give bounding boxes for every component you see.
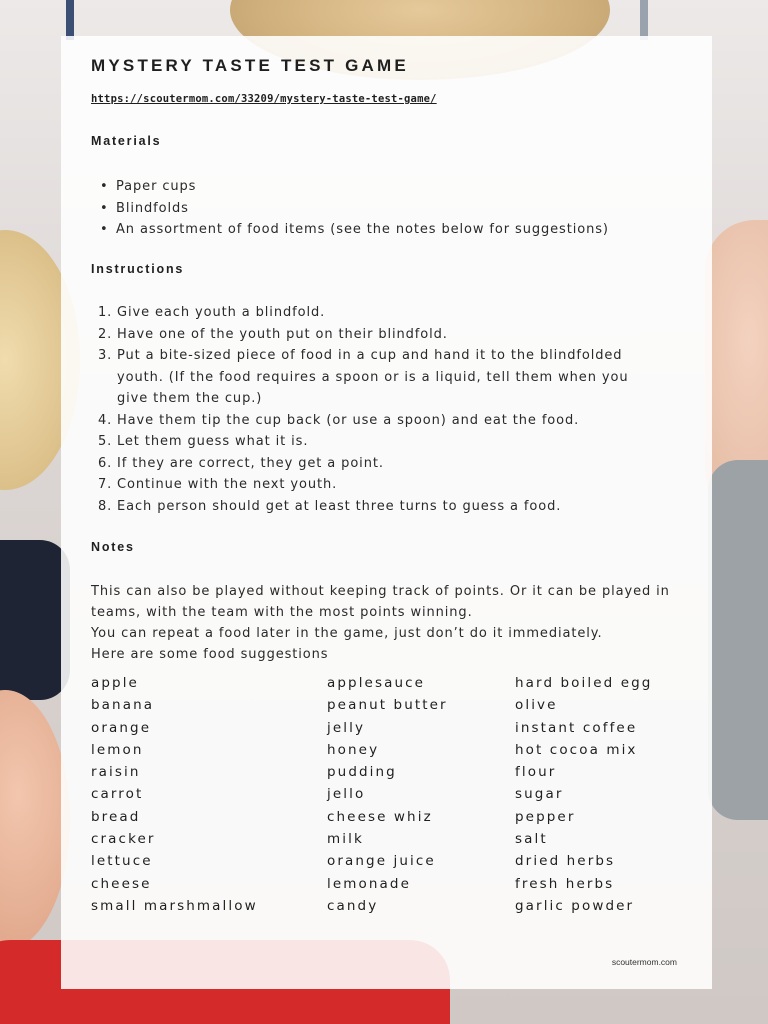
food-item: applesauce [327,675,426,691]
food-item: flour [515,764,557,781]
instruction-step [91,496,651,518]
food-item: small marshmallow [91,897,258,914]
food-item: bread [91,808,141,825]
background-sleeve [708,460,768,820]
step-number: 2. [98,326,113,342]
food-list-column-2 [327,672,448,917]
food-item: garlic powder [515,897,635,914]
food-list-column-3 [515,672,652,917]
food-item: raisin [91,764,141,781]
food-item: salt [515,831,548,848]
instructions-heading: Instructions [91,262,185,276]
food-item: carrot [91,786,144,803]
instruction-step [91,431,651,453]
food-item: jello [327,786,366,803]
materials-heading: Materials [91,134,162,148]
food-item: orange juice [327,853,436,870]
step-text: Have them tip the cup back (or use a spoon) and eat the food. [117,412,580,428]
food-item: apple [91,675,139,691]
step-number: 6. [98,455,113,471]
instruction-step [91,302,651,324]
step-text: Continue with the next youth. [117,477,338,492]
food-item: cracker [91,831,156,848]
notes-paragraph: This can also be played without keeping track of points. Or it can be played in teams, with the team with the most points winning. [91,584,670,620]
food-item: peanut butter [327,697,448,714]
food-item: honey [327,741,380,758]
instruction-step [91,345,651,410]
food-item: hot cocoa mix [515,741,638,758]
page-title: MYSTERY TASTE TEST GAME [91,56,409,75]
step-number: 3. [98,348,113,363]
step-number: 4. [98,412,113,428]
food-item: lemon [91,741,144,758]
food-item: orange [91,719,152,736]
materials-item: • Blindfolds [91,198,691,220]
step-number: 5. [98,434,113,449]
step-text: Each person should get at least three turns to guess a food. [117,498,562,514]
instruction-step [91,324,651,346]
recipe-card [61,36,712,989]
food-item: instant coffee [515,719,638,736]
food-item: cheese [91,875,152,892]
food-item: jelly [327,719,366,736]
source-link[interactable]: https://scoutermom.com/33209/mystery-taste-test-game/ [91,93,437,105]
step-number: 7. [98,477,113,492]
food-item: pudding [327,764,397,781]
food-item: olive [515,697,558,714]
step-number: 1. [98,305,113,320]
materials-item: • An assortment of food items (see the notes below for suggestions) [91,219,691,241]
step-number: 8. [98,498,113,514]
instructions-list [91,302,651,517]
food-item: lemonade [327,875,411,892]
background-frame-left [66,0,74,40]
food-item: fresh herbs [515,875,615,892]
instruction-step [91,474,651,496]
food-item: sugar [515,786,564,803]
instruction-step [91,410,651,432]
food-item: lettuce [91,853,153,870]
step-text: Put a bite-sized piece of food in a cup and hand it to the blindfolded youth. (If the food requires a spoon or is a liquid, tell them when you give them the cup.) [117,348,629,406]
instruction-step [91,453,651,475]
step-text: If they are correct, they get a point. [117,455,384,471]
footer-site-name: scoutermom.com [611,957,677,967]
food-item: banana [91,697,155,714]
food-item: cheese whiz [327,808,433,825]
food-item: milk [327,831,364,848]
step-text: Give each youth a blindfold. [117,305,326,320]
food-item: dried herbs [515,853,616,870]
step-text: Let them guess what it is. [117,434,309,449]
food-item: hard boiled egg [515,675,653,691]
food-list-column-1 [91,672,258,917]
background-frame-right [640,0,648,40]
food-item: candy [327,897,379,914]
notes-heading: Notes [91,540,135,554]
notes-paragraph: You can repeat a food later in the game, just don’t do it immediately. [91,626,603,641]
step-text: Have one of the youth put on their blindfold. [117,326,448,342]
notes-paragraph: Here are some food suggestions [91,647,329,662]
food-item: pepper [515,808,576,825]
materials-item: • Paper cups [91,176,691,198]
notes-text [91,581,691,665]
materials-list [91,176,691,241]
background-blindfold [0,540,70,700]
